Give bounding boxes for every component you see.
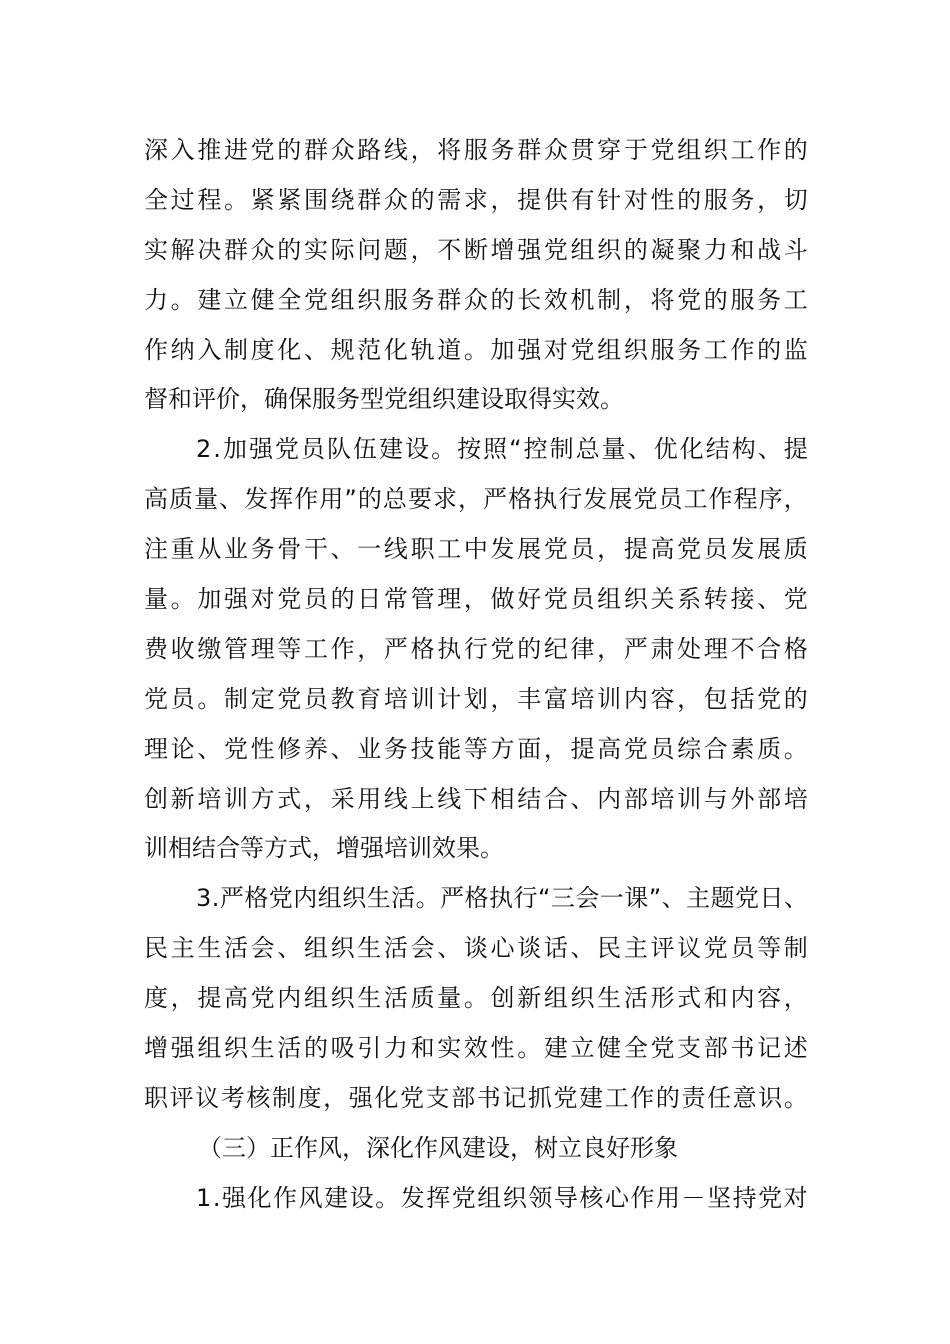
text-line-14: 创 新 培 训 方 式 ， 采 用 线 上 线 下 相 结 合 、 内 部 培 训 与 外 部 培 xyxy=(144,784,808,813)
subsection-heading: （三）正作风，深化作风建设，树立良好形象 xyxy=(198,1133,678,1162)
section-2-heading-line: 2 . 加 强 党 员 队 伍 建 设 。 按 照 “ 控 制 总 量 、 优 化 结 构 、 提 xyxy=(196,435,808,464)
text-line-9: 注 重 从 业 务 骨 干 、 一 线 职 工 中 发 展 党 员 ， 提 高 党 员 发 展 质 xyxy=(144,535,808,564)
text-line-20: 职 评 议 考 核 制 度 ， 强 化 党 支 部 书 记 抓 党 建 工 作 的 责 任 意 识 。 xyxy=(144,1083,808,1112)
text-line-15: 训相结合等方式，增强培训效果。 xyxy=(144,834,504,863)
text-line-1: 深 入 推 进 党 的 群 众 路 线 ， 将 服 务 群 众 贯 穿 于 党 组 织 工 作 的 xyxy=(144,136,808,164)
section-3-heading-line: 3 . 严 格 党 内 组 织 生 活 。 严 格 执 行 “ 三 会 一 课 ” 、 主 题 党 日 、 xyxy=(196,884,808,913)
text-line-12: 党 员 。 制 定 党 员 教 育 培 训 计 划 ， 丰 富 培 训 内 容 ， 包 括 党 的 xyxy=(144,684,808,713)
text-line-4: 力 。 建 立 健 全 党 组 织 服 务 群 众 的 长 效 机 制 ， 将 党 的 服 务 工 xyxy=(144,285,808,314)
text-line-6: 督和评价，确保服务型党组织建设取得实效。 xyxy=(144,385,624,414)
text-line-8: 高 质 量 、 发 挥 作 用 ” 的 总 要 求 ， 严 格 执 行 发 展 党 员 工 作 程 序 ， xyxy=(144,485,808,514)
text-line-19: 增 强 组 织 生 活 的 吸 引 力 和 实 效 性 。 建 立 健 全 党 支 部 书 记 述 xyxy=(144,1034,808,1063)
text-line-11: 费 收 缴 管 理 等 工 作 ， 严 格 执 行 党 的 纪 律 ， 严 肃 处 理 不 合 格 xyxy=(144,634,808,663)
text-line-13: 理 论 、 党 性 修 养 、 业 务 技 能 等 方 面 ， 提 高 党 员 综 合 素 质 。 xyxy=(144,734,808,763)
text-line-17: 民 主 生 活 会 、 组 织 生 活 会 、 谈 心 谈 话 、 民 主 评 议 党 员 等 制 xyxy=(144,934,808,963)
text-line-3: 实 解 决 群 众 的 实 际 问 题 ， 不 断 增 强 党 组 织 的 凝 聚 力 和 战 斗 xyxy=(144,235,808,264)
text-line-2: 全 过 程 。 紧 紧 围 绕 群 众 的 需 求 ， 提 供 有 针 对 性 的 服 务 ， 切 xyxy=(144,185,808,214)
document-body xyxy=(144,126,808,1224)
text-line-22: 1 . 强 化 作 风 建 设 。 发 挥 党 组 织 领 导 核 心 作 用 － 坚 持 党 对 xyxy=(196,1183,808,1212)
text-line-5: 作 纳 入 制 度 化 、 规 范 化 轨 道 。 加 强 对 党 组 织 服 务 工 作 的 监 xyxy=(144,335,808,364)
text-line-10: 量 。 加 强 对 党 员 的 日 常 管 理 ， 做 好 党 员 组 织 关 系 转 接 、 党 xyxy=(144,585,808,614)
text-line-18: 度 ， 提 高 党 内 组 织 生 活 质 量 。 创 新 组 织 生 活 形 式 和 内 容 ， xyxy=(144,984,808,1013)
